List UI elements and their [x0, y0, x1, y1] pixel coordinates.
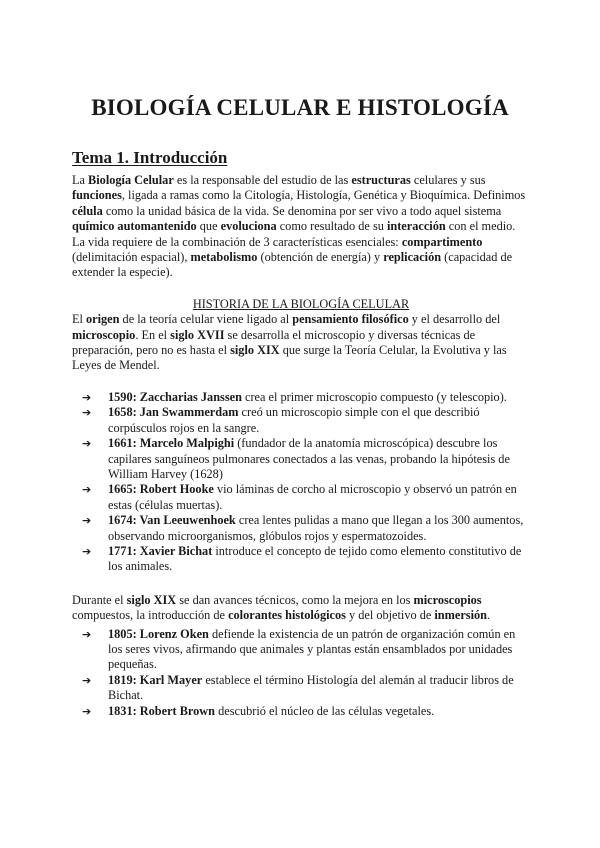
- arrow-icon: ➔: [82, 704, 92, 718]
- history-paragraph: El origen de la teoría celular viene ligado al pensamiento filosófico y el desarrollo del microscopio. En el siglo XVII se desarrolla el microscopio y diversas técnicas de preparación, pero no es hasta el siglo XIX que surge la Teoría Celular, la Evolutiva y las Leyes de Mendel.: [72, 312, 507, 373]
- timeline-list-1: [72, 390, 530, 575]
- list-item: ➔ 1771: Xavier Bichat introduce el concepto de tejido como elemento constitutivo de los animales.: [82, 543, 522, 574]
- arrow-icon: ➔: [82, 627, 92, 641]
- list-item: ➔ 1590: Zaccharias Janssen crea el primer microscopio compuesto (y telescopio).: [82, 389, 507, 404]
- list-item: ➔ 1831: Robert Brown descubrió el núcleo de las células vegetales.: [82, 703, 435, 718]
- arrow-icon: ➔: [82, 483, 92, 497]
- section-title: Tema 1. Introducción: [72, 148, 228, 167]
- list-item: ➔ 1805: Lorenz Oken defiende la existencia de un patrón de organización común en los seres vivos, afirmando que animales y plantas están ensamblados por unidades pequeñas.: [82, 626, 516, 672]
- intro-paragraph: La Biología Celular es la responsable del estudio de las estructuras celulares y sus funciones, ligada a ramas como la Citología, Histología, Genética y Bioquímica. Definimos célula como la unidad básica de la vida. Se denomina por ser vivo a todo aquel sistema químico automantenido que evoluciona como resultado de su interacción con el medio. La vida requiere de la combinación de 3 características esenciales: compartimento (delimitación espacial), metabolismo (obtención de energía) y replicación (capacidad de extender la especie).: [72, 173, 526, 280]
- nineteenth-century-paragraph: Durante el siglo XIX se dan avances técnicos, como la mejora en los microscopios compuestos, la introducción de colorantes histológicos y del objetivo de inmersión.: [72, 592, 491, 623]
- list-item: ➔ 1665: Robert Hooke vio láminas de corcho al microscopio y observó un patrón en estas (células muertas).: [82, 482, 517, 512]
- arrow-icon: ➔: [82, 437, 92, 451]
- arrow-icon: ➔: [82, 514, 92, 528]
- arrow-icon: ➔: [82, 544, 92, 558]
- document-body: [72, 173, 530, 719]
- list-item: ➔ 1661: Marcelo Malpighi (fundador de la anatomía microscópica) descubre los capilares sanguíneos pulmonares conectados a las venas, probando la hipótesis de William Harvey (1628): [82, 436, 510, 481]
- timeline-list-2: [72, 627, 530, 719]
- arrow-icon: ➔: [82, 390, 92, 404]
- arrow-icon: ➔: [82, 673, 92, 687]
- list-item: ➔ 1819: Karl Mayer establece el término Histología del alemán al traducir libros de Bichat.: [82, 672, 514, 703]
- history-heading: HISTORIA DE LA BIOLOGÍA CELULAR: [192, 296, 410, 311]
- list-item: ➔ 1674: Van Leeuwenhoek crea lentes pulidas a mano que llegan a los 300 aumentos, observando microorganismos, glóbulos rojos y espermatozoides.: [82, 513, 524, 543]
- document-title: BIOLOGÍA CELULAR E HISTOLOGÍA: [91, 95, 509, 120]
- list-item: ➔ 1658: Jan Swammerdam creó un microscopio simple con el que describió corpúsculos rojos en la sangre.: [82, 405, 480, 435]
- arrow-icon: ➔: [82, 406, 92, 420]
